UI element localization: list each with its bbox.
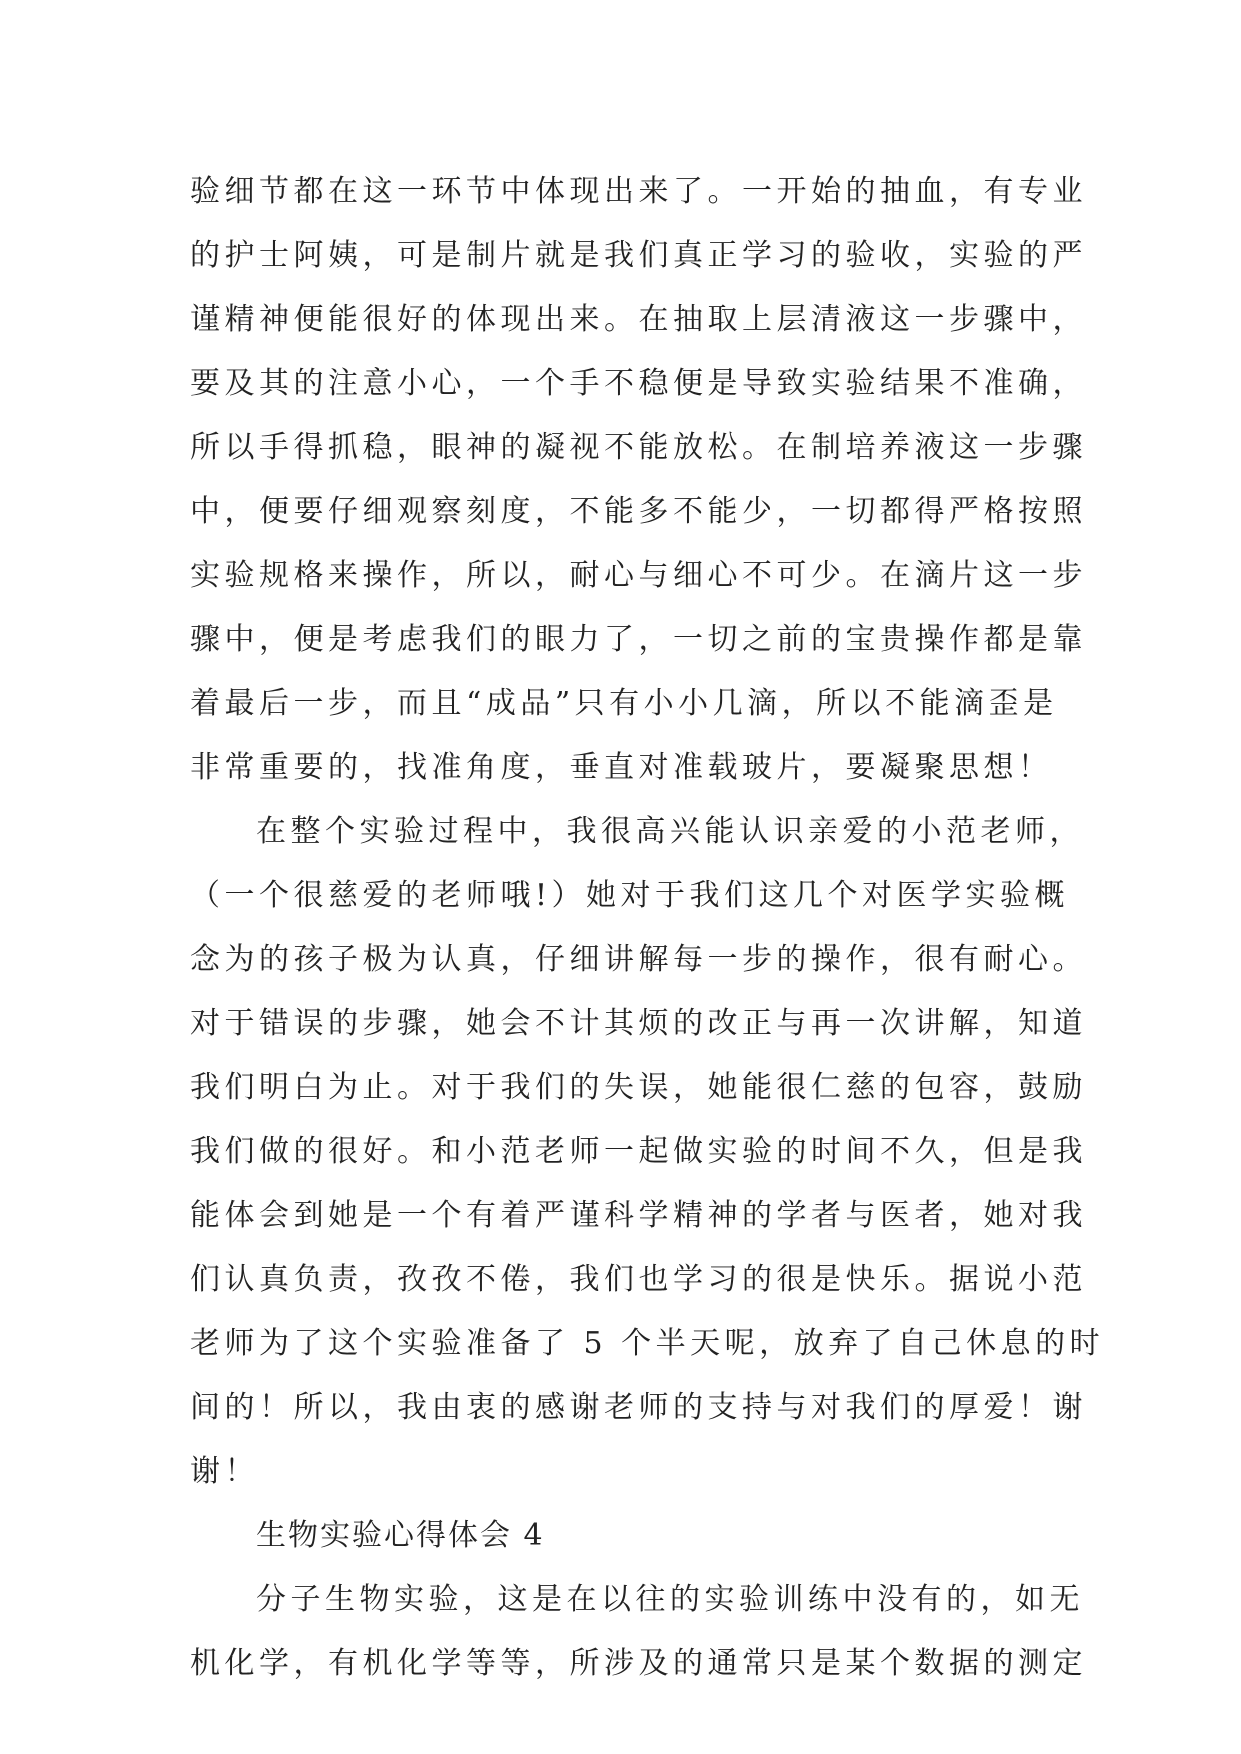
text-line: 对于错误的步骤，她会不计其烦的改正与再一次讲解，知道	[190, 1006, 1087, 1041]
text-line: 非常重要的，找准角度，垂直对准载玻片，要凝聚思想！	[190, 750, 1053, 785]
text-line: 着最后一步，而且“成品”只有小小几滴，所以不能滴歪是	[190, 686, 1058, 721]
text-line: 念为的孩子极为认真，仔细讲解每一步的操作，很有耐心。	[190, 942, 1087, 977]
text-line: 验细节都在这一环节中体现出来了。一开始的抽血，有专业	[190, 174, 1087, 209]
text-line: 的护士阿姨，可是制片就是我们真正学习的验收，实验的严	[190, 238, 1087, 273]
text-line: 骤中，便是考虑我们的眼力了，一切之前的宝贵操作都是靠	[190, 622, 1087, 657]
text-line: 我们明白为止。对于我们的失误，她能很仁慈的包容，鼓励	[190, 1070, 1087, 1105]
text-line: 要及其的注意小心，一个手不稳便是导致实验结果不准确，	[190, 366, 1087, 401]
text-line: 老师为了这个实验准备了 5 个半天呢，放弃了自己休息的时	[190, 1326, 1105, 1361]
document-body	[190, 160, 1105, 1696]
text-line: 们认真负责，孜孜不倦，我们也学习的很是快乐。据说小范	[190, 1262, 1087, 1297]
text-line: 机化学，有机化学等等，所涉及的通常只是某个数据的测定	[190, 1646, 1087, 1681]
section-heading: 生物实验心得体会 4	[256, 1518, 545, 1553]
text-line: 能体会到她是一个有着严谨科学精神的学者与医者，她对我	[190, 1198, 1087, 1233]
text-line: 谢！	[190, 1454, 259, 1489]
text-line: 在整个实验过程中，我很高兴能认识亲爱的小范老师，	[256, 814, 1084, 849]
text-line: 谨精神便能很好的体现出来。在抽取上层清液这一步骤中，	[190, 302, 1087, 337]
paragraph-teacher-thanks	[190, 800, 1105, 1504]
text-line: 我们做的很好。和小范老师一起做实验的时间不久，但是我	[190, 1134, 1087, 1169]
paragraph-molecular-biology	[190, 1568, 1087, 1696]
text-line: 间的！所以，我由衷的感谢老师的支持与对我们的厚爱！谢	[190, 1390, 1087, 1425]
paragraph-experiment-details	[190, 160, 1087, 800]
text-line: （一个很慈爱的老师哦!）她对于我们这几个对医学实验概	[190, 878, 1070, 913]
text-line: 分子生物实验，这是在以往的实验训练中没有的，如无	[256, 1582, 1084, 1617]
text-line: 中，便要仔细观察刻度，不能多不能少，一切都得严格按照	[190, 494, 1087, 529]
text-line: 实验规格来操作，所以，耐心与细心不可少。在滴片这一步	[190, 558, 1087, 593]
text-line: 所以手得抓稳，眼神的凝视不能放松。在制培养液这一步骤	[190, 430, 1087, 465]
